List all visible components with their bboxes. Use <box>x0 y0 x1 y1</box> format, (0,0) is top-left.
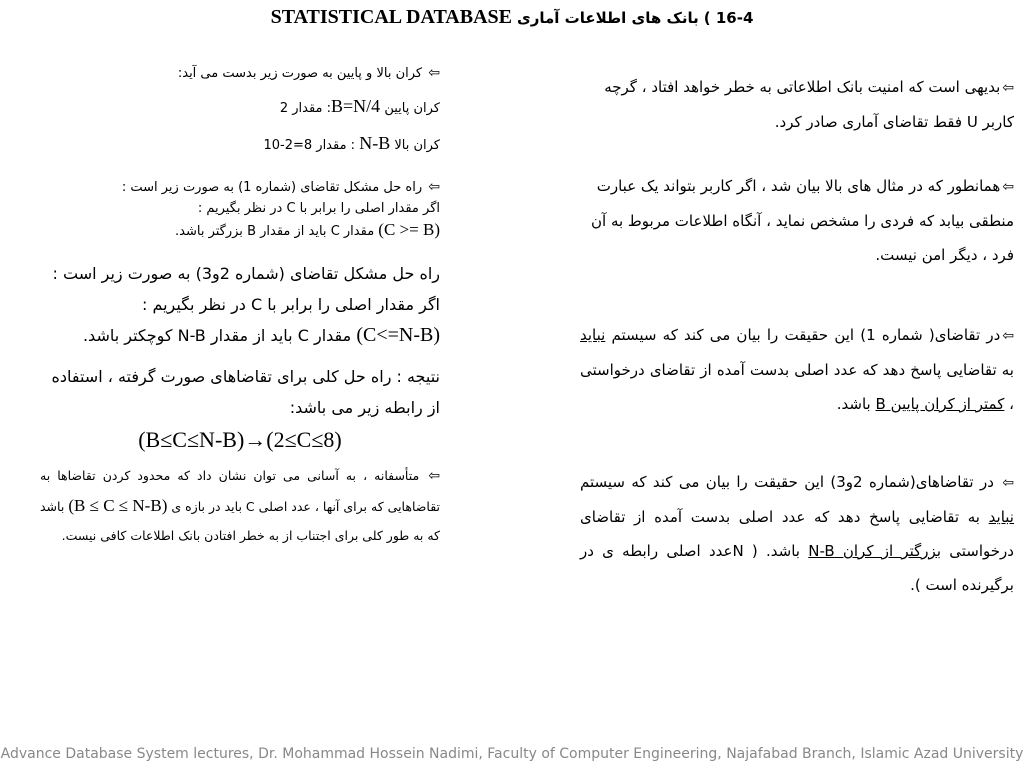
conclusion-formula: (B≤C≤N-B)→(2≤C≤8) <box>138 427 342 452</box>
solution-2-line-2: اگر مقدار اصلی را برابر با C در نظر بگیریم : <box>141 295 440 314</box>
bullet-arrow-icon: ⇦ <box>428 179 440 195</box>
right-paragraph-2: ⇦همانطور که در مثال های بالا بیان شد ، اگر کاربر بتواند یک عبارت منطقی بیابد که فردی را مشخص نماید ، آنگاه اطلاعات مربوط به آن فرد ، دیگر امن نیست. <box>591 177 1014 264</box>
bullet-arrow-icon: ⇦ <box>1002 179 1014 195</box>
title-number: 16-4 ) <box>703 9 754 27</box>
conclusion-text: نتیجه : راه حل کلی برای تقاضاهای صورت گرفته ، استفاده از رابطه زیر می باشد: <box>51 367 440 417</box>
bullet-arrow-icon: ⇦ <box>1002 475 1014 491</box>
lower-bound-line: کران پایین B=N/4: مقدار 2 <box>279 96 440 116</box>
slide-title <box>0 6 1024 29</box>
title-persian: بانک های اطلاعات آماری <box>517 9 699 27</box>
right-paragraph-1: ⇦بدیهی است که امنیت بانک اطلاعاتی به خطر خواهد افتاد ، گرچه کاربر U فقط تقاضای آماری صادر کرد. <box>604 78 1014 131</box>
bullet-arrow-icon: ⇦ <box>428 65 440 81</box>
solution-1-line-2: اگر مقدار اصلی را برابر با C در نظر بگیریم : <box>197 201 440 216</box>
caveat-paragraph: ⇦ متأسفانه ، به آسانی می توان نشان داد که محدود کردن تقاضاها به تقاضاهایی که برای آنها ، عدد اصلی C باید در بازه ی (B ≤ C ≤ N-B) باشد که به طور کلی برای اجتناب از به خطر افتادن بانک اطلاعات کافی نیست. <box>40 468 440 543</box>
right-paragraph-4: ⇦ در تقاضاهای(شماره 2و3) این حقیقت را بیان می کند که سیستم نباید به تقاضایی پاسخ دهد که عدد اصلی بدست آمده از تقاضای درخواستی بزرگتر از کران N-B باشد. ( Nعدد اصلی رابطه ی در برگیرنده است ). <box>580 473 1014 594</box>
bounds-intro: ⇦ کران بالا و پایین به صورت زیر بدست می آید: <box>177 65 440 81</box>
title-english: STATISTICAL DATABASE <box>270 6 512 28</box>
bullet-arrow-icon: ⇦ <box>428 468 440 484</box>
solution-1-line-3: (C >= B) مقدار C باید از مقدار B بزرگتر باشد. <box>175 220 440 239</box>
bullet-arrow-icon: ⇦ <box>1002 80 1014 96</box>
solution-1-line-1: ⇦ راه حل مشکل تقاضای (شماره 1) به صورت زیر است : <box>121 179 440 195</box>
right-paragraph-3: ⇦در تقاضای( شماره 1) این حقیقت را بیان می کند که سیستم نباید به تقاضایی پاسخ دهد که عدد اصلی بدست آمده از تقاضای درخواستی ، کمتر از کران پایین B باشد. <box>580 326 1014 413</box>
solution-2-line-3: (C<=N-B) مقدار C باید از مقدار N-B کوچکتر باشد. <box>82 324 440 346</box>
right-column <box>580 70 1014 602</box>
upper-bound-line: کران بالا N-B : مقدار 8=2-10 <box>263 133 440 153</box>
left-column <box>40 60 440 550</box>
solution-2-line-1: راه حل مشکل تقاضای (شماره 2و3) به صورت زیر است : <box>52 264 440 283</box>
bullet-arrow-icon: ⇦ <box>1002 328 1014 344</box>
footer-credit: Advance Database System lectures, Dr. Mohammad Hossein Nadimi, Faculty of Computer Engineering, Najafabad Branch, Islamic Azad University <box>0 746 1024 762</box>
